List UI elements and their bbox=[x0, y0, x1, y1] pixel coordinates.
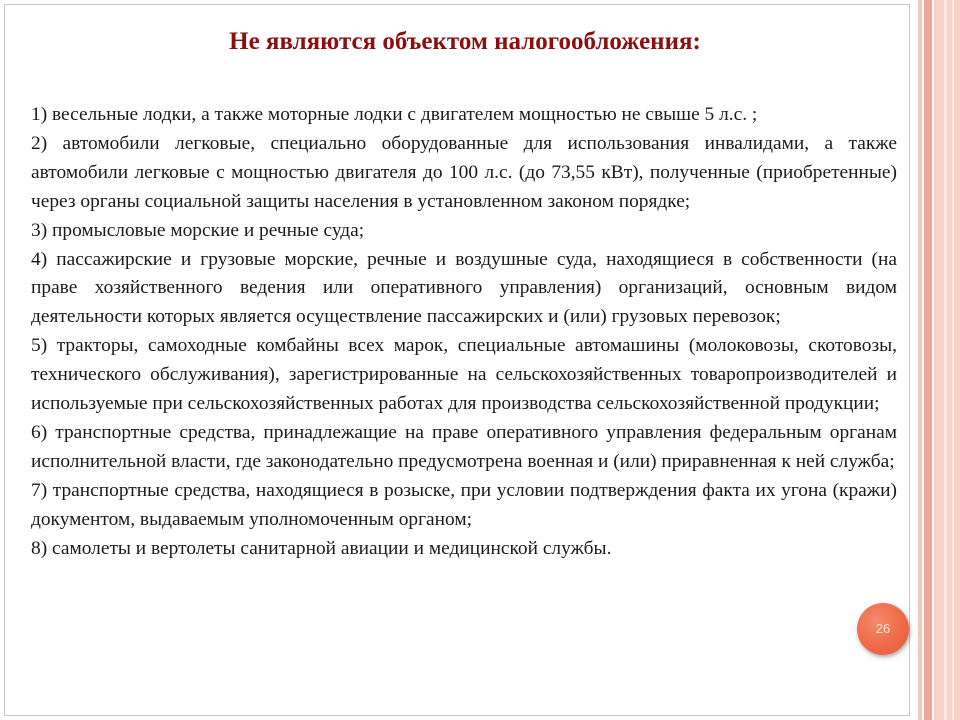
decorative-stripe bbox=[924, 0, 932, 720]
list-item: 7) транспортные средства, находящиеся в розыске, при условии подтверждения факта их угона (кражи) документом, выдаваемым уполномоченным органом; bbox=[31, 479, 897, 530]
page-number-badge: 26 bbox=[857, 603, 909, 655]
list-item: 3) промысловые морские и речные суда; bbox=[31, 219, 365, 241]
list-item: 2) автомобили легковые, специально оборудованные для использования инвалидами, а также автомобили легковые с мощностью двигателя до 100 л.с. (до 73,55 кВт), полученные (приобретенные) через органы социальной защиты населения в установленном законом порядке; bbox=[31, 132, 897, 212]
list-item: 4) пассажирские и грузовые морские, речные и воздушные суда, находящиеся в собственности (на праве хозяйственного ведения или оперативного управления) организаций, основным видом деятельности которых является осуществление пассажирских и (или) грузовых перевозок; bbox=[31, 248, 897, 328]
exemption-list bbox=[31, 101, 897, 564]
list-item: 1) весельные лодки, а также моторные лодки с двигателем мощностью не свыше 5 л.с. ; bbox=[31, 104, 758, 125]
decorative-stripe bbox=[952, 0, 954, 720]
list-item: 5) тракторы, самоходные комбайны всех марок, специальные автомашины (молоковозы, скотовозы, технического обслуживания), зарегистрированные на сельскохозяйственных товаропроизводителей и используемые при сельскохозяйственных работах для производства сельскохозяйственной продукции; bbox=[31, 335, 897, 415]
list-item: 6) транспортные средства, принадлежащие на праве оперативного управления федеральным органам исполнительной власти, где законодательно предусмотрена военная и (или) приравненная к ней служба; bbox=[31, 421, 897, 472]
list-item: 8) самолеты и вертолеты санитарной авиации и медицинской службы. bbox=[31, 537, 612, 559]
slide-title: Не являются объектом налогообложения: bbox=[229, 28, 701, 55]
decorative-stripe bbox=[934, 0, 960, 720]
decorative-stripe bbox=[918, 0, 922, 720]
decorative-stripe bbox=[944, 0, 947, 720]
